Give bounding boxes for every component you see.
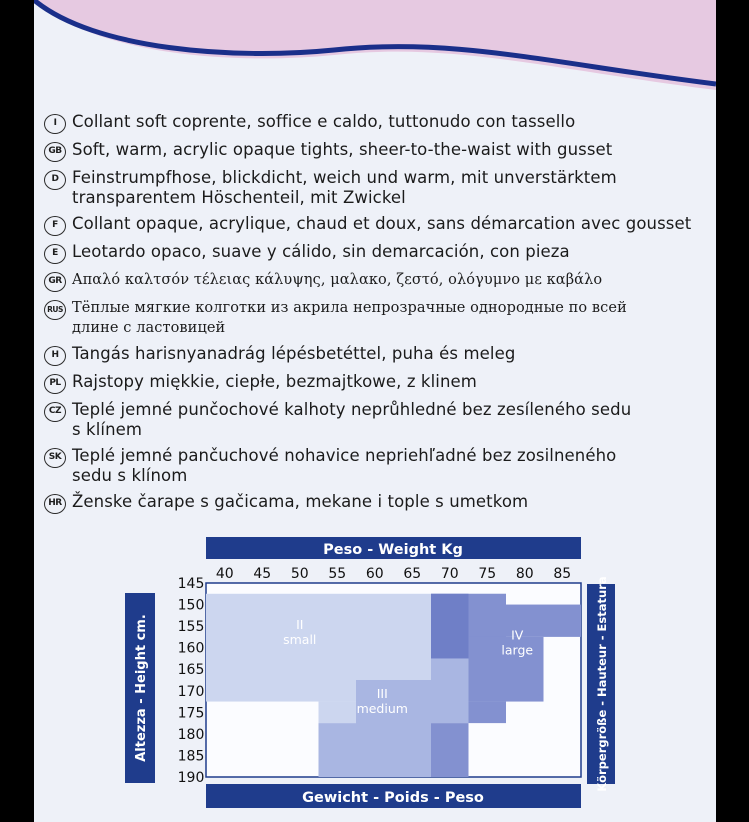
description-text: Тёплые мягкие колготки из акрила непрозрачные однородные по всей длине с ластовицей — [72, 300, 627, 336]
weight-tick: 70 — [440, 566, 459, 582]
height-tick: 165 — [177, 662, 205, 679]
size-chart — [34, 0, 716, 822]
description-text: Soft, warm, acrylic opaque tights, sheer-to-the-waist with gusset — [72, 140, 613, 159]
description-text: Teplé jemné punčochové kalhoty neprůhledné bez zesíleného sedu s klínem — [72, 400, 632, 439]
weight-tick: 40 — [215, 566, 234, 582]
zone-medium — [356, 680, 431, 777]
zone-roman: IV — [511, 627, 524, 643]
description-text: Ženske čarape s gačicama, mekane i tople s umetkom — [72, 492, 529, 511]
lang-badge: F — [44, 216, 66, 236]
zone-small — [356, 594, 431, 680]
description-text: Tangás harisnyanadrág lépésbetéttel, puha és meleg — [72, 344, 516, 363]
zone-size-label: large — [501, 642, 534, 658]
zone-large — [469, 702, 507, 724]
description-text: Απαλό καλτσόν τέλειας κάλυψης, μαλακο, ζεστό, ολόγυμνο με καβάλο — [72, 272, 603, 288]
description-text: Rajstopy miękkie, ciepłe, bezmajtkowe, z klinem — [72, 372, 477, 391]
height-left-title: Altezza - Height cm. — [134, 614, 149, 762]
zone-roman: II — [296, 616, 304, 632]
height-right-title: Körpergröße - Hauteur - Estatura — [595, 576, 609, 792]
weight-tick: 45 — [253, 566, 272, 582]
lang-badge: H — [44, 346, 66, 366]
description-text: Collant soft coprente, soffice e caldo, tuttonudo con tassello — [72, 112, 576, 131]
lang-badge: SK — [44, 448, 66, 468]
lang-badge: HR — [44, 494, 66, 514]
zone-size-label: medium — [356, 700, 408, 716]
weight-tick: 80 — [515, 566, 534, 582]
height-tick: 175 — [177, 705, 205, 722]
zone-medium — [431, 658, 469, 723]
height-tick: 170 — [177, 683, 205, 700]
height-tick: 190 — [177, 770, 205, 786]
zone-large — [431, 723, 469, 777]
height-tick: 185 — [177, 748, 205, 765]
height-tick: 145 — [177, 576, 205, 592]
zone-medium — [319, 723, 357, 777]
lang-badge: GR — [44, 272, 66, 292]
description-text: Teplé jemné pančuchové nohavice nepriehľadné bez zosilneného sedu s klínom — [72, 446, 617, 485]
lang-badge: D — [44, 170, 66, 190]
lang-badge: CZ — [44, 402, 66, 422]
weight-tick: 50 — [290, 566, 309, 582]
lang-badge: PL — [44, 374, 66, 394]
zone-large — [431, 594, 469, 659]
weight-tick: 65 — [403, 566, 422, 582]
height-tick: 150 — [177, 597, 205, 614]
zone-size-label: small — [283, 631, 317, 647]
height-tick: 180 — [177, 726, 205, 743]
zone-roman: III — [376, 685, 388, 701]
size-chart-sheet — [34, 0, 716, 822]
description-text: Leotardo opaco, suave y cálido, sin demarcación, con pieza — [72, 242, 570, 261]
weight-tick: 55 — [328, 566, 347, 582]
height-tick: 160 — [177, 640, 205, 657]
weight-footer-title: Gewicht - Poids - Peso — [302, 790, 484, 806]
lang-badge: I — [44, 114, 66, 134]
description-text: Collant opaque, acrylique, chaud et doux, sans démarcation avec gousset — [72, 214, 692, 233]
lang-badge: GB — [44, 142, 66, 162]
weight-tick: 75 — [478, 566, 497, 582]
height-tick: 155 — [177, 619, 205, 636]
weight-header-title: Peso - Weight Kg — [323, 542, 463, 558]
weight-tick: 85 — [553, 566, 572, 582]
weight-tick: 60 — [365, 566, 384, 582]
zone-small — [319, 702, 357, 724]
lang-badge: RUS — [44, 300, 66, 320]
zone-small — [206, 594, 356, 702]
lang-badge: E — [44, 244, 66, 264]
description-text: Feinstrumpfhose, blickdicht, weich und warm, mit unverstärktem transparentem Höschenteil, mit Zwickel — [72, 168, 617, 207]
